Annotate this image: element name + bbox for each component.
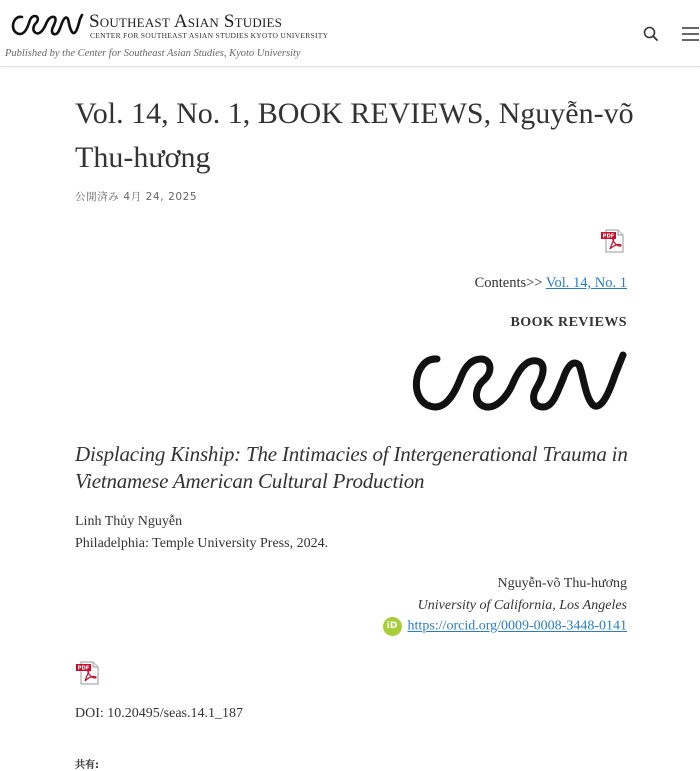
- ceas-logo-large: [405, 349, 629, 415]
- orcid-icon: iD: [383, 617, 402, 636]
- hamburger-menu-icon: [681, 24, 700, 44]
- ceas-logo-icon: [8, 11, 84, 39]
- page-title: Vol. 14, No. 1, BOOK REVIEWS, Nguyễn-võ Thu-hương: [75, 97, 634, 174]
- published-date: 公開済み 4月 24, 2025: [75, 191, 198, 203]
- search-button[interactable]: [641, 24, 661, 44]
- search-icon: [641, 24, 661, 44]
- pdf-download-link-bottom[interactable]: [75, 660, 101, 686]
- site-logo-link[interactable]: [8, 10, 329, 42]
- issue-link[interactable]: Vol. 14, No. 1: [545, 275, 627, 291]
- pdf-icon: [600, 228, 626, 254]
- site-subtitle: CENTER FOR SOUTHEAST ASIAN STUDIES KYOTO UNIVERSITY: [90, 31, 329, 40]
- share-label: 共有:: [75, 760, 99, 771]
- site-title: Southeast Asian Studies: [89, 11, 283, 32]
- pdf-download-link[interactable]: [600, 228, 626, 254]
- book-publisher: Philadelphia: Temple University Press, 2024.: [75, 536, 329, 551]
- svg-text:PDF: PDF: [77, 665, 90, 672]
- reviewer-affiliation: University of California, Los Angeles: [417, 598, 627, 613]
- site-tagline: Published by the Center for Southeast Asian Studies, Kyoto University: [5, 48, 301, 59]
- book-author: Linh Thủy Nguyễn: [75, 514, 183, 529]
- book-title: Displacing Kinship: The Intimacies of Intergenerational Trauma in Vietnamese American Cultural Production: [75, 442, 628, 493]
- site-header: [0, 0, 700, 67]
- orcid-row: [383, 617, 627, 637]
- reviewer-name: Nguyễn-võ Thu-hương: [497, 576, 627, 591]
- contents-prefix: Contents>>: [474, 275, 543, 291]
- svg-text:PDF: PDF: [602, 233, 615, 240]
- contents-nav: [475, 275, 627, 292]
- doi-text: DOI: 10.20495/seas.14.1_187: [75, 706, 243, 721]
- orcid-link[interactable]: https://orcid.org/0009-0008-3448-0141: [407, 618, 627, 634]
- menu-button[interactable]: [681, 24, 700, 44]
- pdf-icon: [75, 660, 101, 686]
- section-label: BOOK REVIEWS: [510, 315, 627, 330]
